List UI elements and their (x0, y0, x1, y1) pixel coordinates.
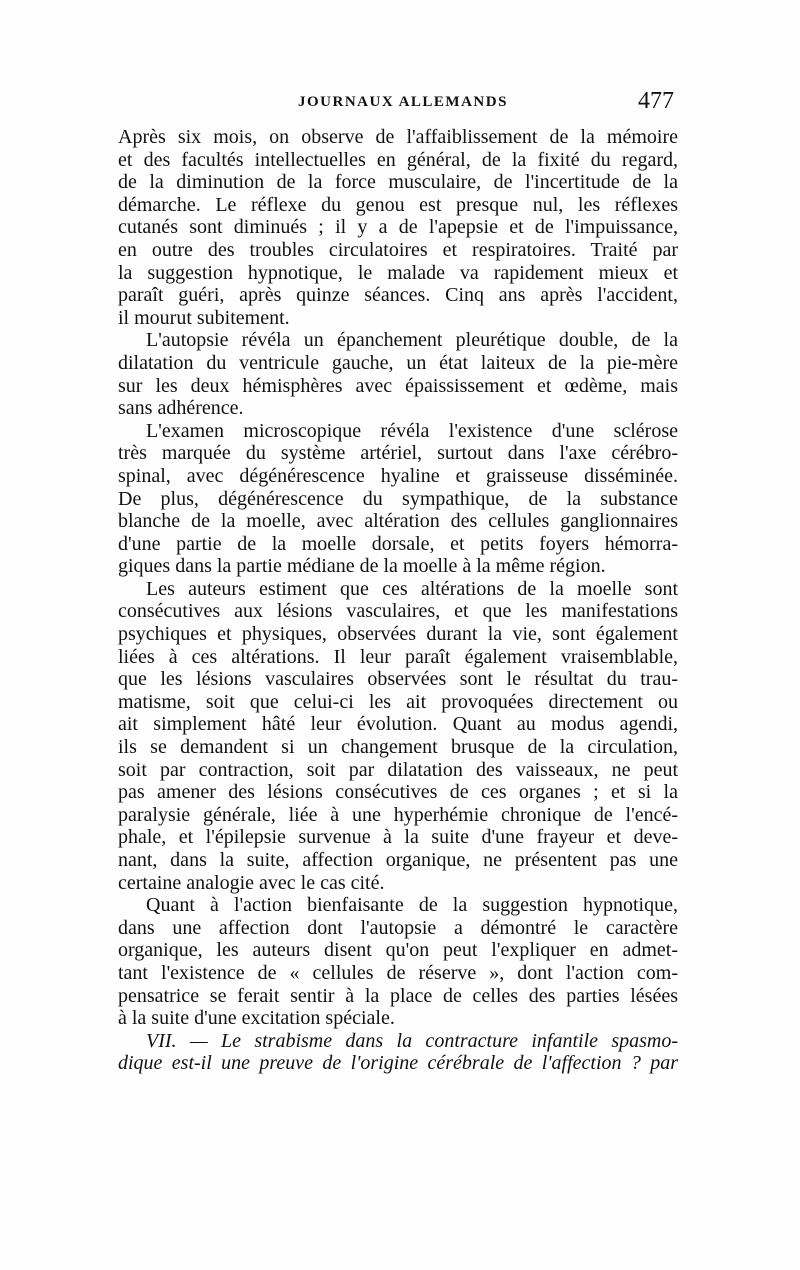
text-line: d'une partie de la moelle dorsale, et petits foyers hémorrа- (118, 532, 678, 555)
text-line: liées à ces altérations. Il leur paraît également vraisemblable, (118, 645, 678, 668)
text-line: en outre des troubles circulatoires et respiratoires. Traité par (118, 238, 678, 261)
text-line: psychiques et physiques, observées durant la vie, sont également (118, 623, 678, 646)
text-line: Après six mois, on observe de l'affaiblissement de la mémoire (118, 126, 678, 148)
text-line: dans une affection dont l'autopsie a démontré le caractère (118, 916, 678, 939)
text-line: de la diminution de la force musculaire, de l'incertitude de la (118, 171, 678, 194)
page-number: 477 (638, 88, 674, 114)
text-line: pas amener des lésions consécutives de ces organes ; et si la (118, 781, 678, 804)
section-heading-line: dique est-il une preuve de l'origine cérébrale de l'affection ? par (118, 1052, 678, 1075)
text-line: très marquée du système artériel, surtout dans l'axe cérébro- (118, 442, 678, 465)
text-line: L'examen microscopique révéla l'existence d'une sclérose (146, 419, 678, 442)
text-line: cutanés sont diminués ; il y a de l'apepsie et de l'impuissance, (118, 216, 678, 239)
text-line: Les auteurs estiment que ces altérations de la moelle sont (146, 577, 678, 600)
text-line: soit par contraction, soit par dilatation des vaisseaux, ne peut (118, 758, 678, 781)
text-line: pensatrice se ferait sentir à la place de celles des parties lésées (118, 984, 678, 1007)
text-line: la suggestion hypnotique, le malade va rapidement mieux et (118, 261, 678, 284)
text-line: consécutives aux lésions vasculaires, et que les manifestations (118, 600, 678, 623)
text-line: et des facultés intellectuelles en général, de la fixité du regard, (118, 148, 678, 171)
text-line: ils se demandent si un changement brusque de la circulation, (118, 736, 678, 759)
text-line: il mourut subitement. (118, 306, 290, 329)
text-line: L'autopsie révéla un épanchement pleurétique double, de la (146, 329, 678, 352)
text-line: Quant à l'action bienfaisante de la suggestion hypnotique, (146, 894, 678, 917)
text-line: sur les deux hémisphères avec épaississement et œdème, mais (118, 374, 678, 397)
text-line: nant, dans la suite, affection organique, ne présentent pas une (118, 849, 678, 871)
page-header (120, 88, 676, 120)
body-text (118, 126, 678, 1075)
text-line: certaine analogie avec le cas cité. (118, 871, 385, 894)
text-line: paraît guéri, après quinze séances. Cinq ans après l'accident, (118, 284, 678, 307)
text-line: De plus, dégénérescence du sympathique, de la substance (118, 487, 678, 510)
text-line: paralysie générale, liée à une hyperhémie chronique de l'encé- (118, 803, 678, 826)
running-title: JOURNAUX ALLEMANDS (298, 94, 508, 110)
text-line: organique, les auteurs disent qu'on peut l'expliquer en admet- (118, 939, 678, 962)
text-line: démarche. Le réflexe du genou est presque nul, les réflexes (118, 193, 678, 216)
text-line: que les lésions vasculaires observées sont le résultat du trau- (118, 668, 678, 691)
text-line: phale, et l'épilepsie survenue à la suite d'une frayeur et deve- (118, 826, 678, 849)
text-line: blanche de la moelle, avec altération des cellules ganglionnaires (118, 510, 678, 533)
section-heading-line: VII. — Le strabisme dans la contracture infantile spasmo- (146, 1029, 678, 1052)
text-line: ait simplement hâté leur évolution. Quant au modus agendi, (118, 713, 678, 736)
text-line: spinal, avec dégénérescence hyaline et graisseuse disséminée. (118, 464, 678, 487)
text-line: matisme, soit que celui-ci les ait provoquées directement ou (118, 690, 678, 713)
text-line: sans adhérence. (118, 397, 244, 420)
text-line: giques dans la partie médiane de la moelle à la même région. (118, 555, 606, 578)
text-line: tant l'existence de « cellules de réserve », dont l'action com- (118, 961, 678, 984)
text-line: dilatation du ventricule gauche, un état laiteux de la pie-mère (118, 351, 678, 374)
text-line: à la suite d'une excitation spéciale. (118, 1007, 395, 1030)
